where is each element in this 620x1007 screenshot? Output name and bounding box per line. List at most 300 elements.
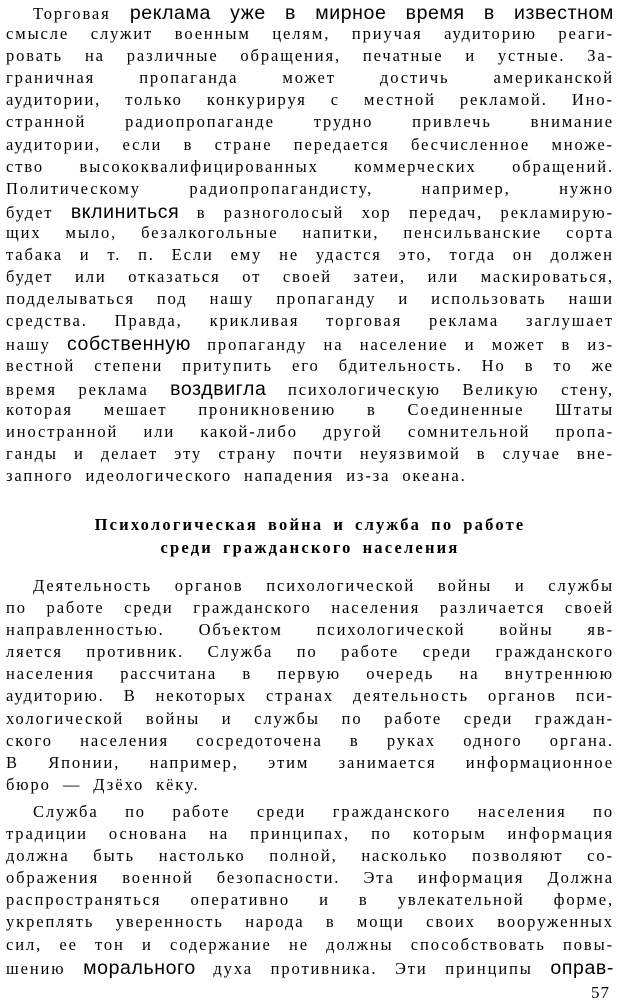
word: время bbox=[405, 2, 465, 24]
word: по bbox=[371, 824, 392, 844]
word: пенсильванские bbox=[403, 222, 543, 242]
text-line bbox=[6, 753, 614, 775]
word: под bbox=[156, 289, 188, 309]
text-line bbox=[6, 709, 614, 731]
word: по bbox=[296, 642, 318, 662]
word: руках bbox=[386, 730, 436, 750]
paragraph-civil-service bbox=[6, 802, 614, 979]
word: службы bbox=[548, 576, 614, 595]
word: военным bbox=[174, 24, 251, 44]
paragraph-advertising bbox=[6, 2, 614, 488]
word: или bbox=[427, 267, 460, 287]
word: крикливая bbox=[209, 311, 300, 331]
word: будет bbox=[6, 202, 54, 222]
heading-word: и bbox=[333, 515, 346, 534]
word: население bbox=[359, 335, 449, 355]
text-line bbox=[6, 90, 614, 112]
word: очередь bbox=[366, 664, 435, 684]
word: народа bbox=[245, 912, 305, 932]
word: и bbox=[398, 289, 410, 309]
word: высококвалифицированных bbox=[79, 156, 319, 176]
word: служит bbox=[90, 24, 154, 44]
text-line bbox=[6, 802, 614, 824]
word: тон bbox=[95, 934, 125, 954]
word: уже bbox=[230, 2, 266, 24]
word: реаги- bbox=[558, 24, 614, 44]
text-line bbox=[6, 824, 614, 846]
word: гражданского bbox=[332, 802, 452, 821]
word: которая bbox=[6, 399, 73, 419]
word: гражданского bbox=[193, 598, 312, 618]
word: работе bbox=[46, 598, 105, 618]
word: радиопропагандисту, bbox=[189, 178, 374, 198]
word: известном bbox=[514, 2, 614, 24]
word: деятельность bbox=[353, 686, 469, 706]
word: работе bbox=[384, 708, 443, 728]
word: военной bbox=[122, 868, 194, 888]
word: например, bbox=[149, 752, 239, 772]
word: удастся bbox=[315, 245, 382, 265]
word: форме, bbox=[553, 890, 614, 910]
word: американской bbox=[493, 68, 614, 88]
word: органов bbox=[174, 576, 244, 595]
word: и bbox=[74, 443, 85, 463]
word: хор bbox=[361, 202, 392, 222]
word: ее bbox=[59, 934, 78, 954]
word: пси- bbox=[575, 686, 614, 706]
word: должна bbox=[6, 846, 70, 866]
word: стране bbox=[214, 134, 273, 154]
text-line bbox=[6, 444, 614, 466]
word: оперативно bbox=[190, 890, 290, 910]
text-line bbox=[6, 422, 614, 444]
word: по bbox=[341, 708, 363, 728]
word: в bbox=[196, 202, 207, 222]
word: ляется bbox=[6, 642, 63, 662]
word: в bbox=[476, 443, 487, 463]
text-line bbox=[6, 642, 614, 664]
word: кёку. bbox=[156, 774, 200, 794]
text-line bbox=[6, 664, 614, 686]
word: основана bbox=[108, 824, 189, 844]
word: принципах, bbox=[250, 824, 351, 844]
word: работе bbox=[172, 802, 231, 821]
word: будет bbox=[6, 267, 54, 287]
text-line bbox=[6, 846, 614, 868]
word: вестной bbox=[6, 355, 76, 375]
word: привлечь bbox=[412, 112, 492, 132]
word: граничная bbox=[6, 68, 96, 88]
word: от bbox=[242, 267, 262, 287]
text-line bbox=[6, 576, 614, 598]
word: маскироваться, bbox=[480, 267, 614, 287]
word: время bbox=[6, 379, 57, 399]
section-heading-line-1 bbox=[0, 515, 620, 535]
word: приучая bbox=[351, 24, 423, 44]
word: бюро bbox=[6, 774, 51, 794]
word: в bbox=[349, 730, 360, 750]
word: вооруженных bbox=[497, 912, 614, 932]
word: среди bbox=[256, 802, 307, 821]
heading-word: Психологическая bbox=[94, 515, 259, 534]
text-line bbox=[6, 2, 614, 24]
text-line bbox=[6, 24, 614, 46]
word: среди bbox=[422, 642, 473, 662]
word: притупить bbox=[182, 355, 273, 375]
word: по bbox=[593, 802, 614, 821]
word: Деятельность bbox=[33, 576, 153, 595]
word: одного bbox=[463, 730, 523, 750]
word: Ино- bbox=[571, 90, 614, 110]
word: на bbox=[459, 664, 480, 684]
word: он bbox=[512, 245, 534, 265]
word: хологической bbox=[6, 708, 125, 728]
text-line bbox=[6, 289, 614, 311]
word: первую bbox=[277, 664, 341, 684]
word: его bbox=[292, 355, 320, 375]
word: нашу bbox=[209, 289, 255, 309]
text-line bbox=[6, 890, 614, 912]
word: шению bbox=[6, 958, 66, 978]
word: из-за bbox=[346, 465, 391, 485]
word: из- bbox=[587, 335, 614, 355]
word: психологической bbox=[316, 620, 466, 640]
word: должен bbox=[550, 245, 614, 265]
word: щих bbox=[6, 222, 42, 242]
word: Эти bbox=[394, 958, 428, 978]
word: граждан- bbox=[535, 708, 614, 728]
word: только bbox=[125, 90, 183, 110]
word: странах bbox=[266, 686, 335, 706]
word: почти bbox=[293, 443, 344, 463]
word: принципы bbox=[445, 958, 533, 978]
word: Политическому bbox=[6, 178, 141, 198]
text-line bbox=[6, 223, 614, 245]
word: сомнительной bbox=[407, 421, 531, 441]
text-line bbox=[6, 311, 614, 333]
word: то bbox=[553, 355, 573, 375]
word: обращения, bbox=[240, 46, 342, 66]
word: своей bbox=[282, 267, 333, 287]
word: торговая bbox=[326, 311, 403, 331]
word: вклиниться bbox=[70, 200, 180, 223]
word: наши bbox=[568, 289, 614, 309]
word: делает bbox=[100, 443, 159, 463]
word: нужно bbox=[559, 178, 614, 198]
word: в bbox=[183, 134, 194, 154]
word: передач, bbox=[408, 202, 484, 222]
word: этим bbox=[268, 752, 310, 772]
word: и bbox=[142, 934, 153, 954]
word: бесчисленное bbox=[410, 134, 531, 154]
word: органов bbox=[488, 686, 557, 706]
word: В bbox=[6, 752, 19, 772]
word: увлекательной bbox=[397, 890, 525, 910]
heading-word: гражданского bbox=[222, 538, 353, 557]
word: аудитории, bbox=[6, 90, 102, 110]
text-line bbox=[6, 46, 614, 68]
word: с bbox=[330, 90, 340, 110]
text-line bbox=[6, 868, 614, 890]
word: Но bbox=[481, 355, 506, 375]
word: со- bbox=[587, 846, 614, 866]
word: содержание bbox=[169, 934, 272, 954]
text-line bbox=[6, 686, 614, 708]
word: иностранной bbox=[6, 421, 119, 441]
word: трудно bbox=[313, 112, 374, 132]
word: т. bbox=[107, 245, 122, 265]
word: информация bbox=[417, 868, 525, 888]
word: В bbox=[123, 686, 137, 706]
word: использовать bbox=[431, 289, 547, 309]
word: в bbox=[483, 2, 495, 24]
word: это, bbox=[398, 245, 433, 265]
word: Великую bbox=[462, 379, 540, 399]
word: эту bbox=[174, 443, 203, 463]
word: Штаты bbox=[555, 399, 614, 419]
word: смысле bbox=[6, 24, 70, 44]
word: Объектом bbox=[198, 620, 283, 640]
word: и bbox=[465, 46, 477, 66]
heading-word: служба bbox=[355, 515, 422, 534]
word: рассчитана bbox=[120, 664, 218, 684]
word: — bbox=[62, 774, 82, 794]
word: на bbox=[209, 824, 230, 844]
word: океана. bbox=[402, 465, 467, 485]
word: рекламирую- bbox=[500, 202, 614, 222]
text-line bbox=[6, 378, 614, 400]
word: конкурируя bbox=[206, 90, 307, 110]
word: бдительность. bbox=[338, 355, 463, 375]
word: яв- bbox=[587, 620, 614, 640]
word: или bbox=[143, 421, 176, 441]
word: пропаганду bbox=[276, 289, 377, 309]
word: запного bbox=[6, 465, 74, 485]
word: же bbox=[591, 355, 614, 375]
text-line bbox=[6, 598, 614, 620]
word: ство bbox=[6, 156, 45, 176]
word: сорта bbox=[566, 222, 614, 242]
word: информация bbox=[507, 824, 614, 844]
word: может bbox=[282, 68, 336, 88]
word: способствовать bbox=[410, 934, 546, 954]
heading-word: среди bbox=[160, 538, 213, 557]
word: безопасности. bbox=[216, 868, 341, 888]
word: аудиторию. bbox=[6, 686, 105, 706]
word: повы- bbox=[563, 934, 614, 954]
word: проникновению bbox=[198, 399, 337, 419]
text-line bbox=[6, 135, 614, 157]
word: отказаться bbox=[128, 267, 221, 287]
heading-word: работе bbox=[463, 515, 526, 534]
word: нашу bbox=[6, 335, 51, 355]
word: печатные bbox=[362, 46, 444, 66]
word: не bbox=[288, 934, 309, 954]
word: насколько bbox=[361, 846, 449, 866]
word: если bbox=[122, 134, 163, 154]
text-line bbox=[6, 957, 614, 979]
word: органа. bbox=[549, 730, 614, 750]
word: среди bbox=[124, 598, 174, 618]
word: войны bbox=[499, 620, 554, 640]
word: настолько bbox=[158, 846, 246, 866]
word: по bbox=[6, 598, 27, 618]
word: собственную bbox=[66, 333, 191, 356]
word: ображения bbox=[6, 868, 100, 888]
text-line bbox=[6, 775, 614, 797]
word: ровать bbox=[6, 46, 64, 66]
text-line bbox=[6, 935, 614, 957]
word: Если bbox=[171, 245, 214, 265]
word: полной, bbox=[269, 846, 338, 866]
word: мыло, bbox=[65, 222, 118, 242]
word: Служба bbox=[33, 802, 99, 821]
text-line bbox=[6, 731, 614, 753]
word: аудитории, bbox=[6, 134, 102, 154]
word: направленностью. bbox=[6, 620, 165, 640]
word: передается bbox=[293, 134, 390, 154]
word: сил, bbox=[6, 934, 43, 954]
word: гражданского bbox=[495, 642, 614, 662]
word: информационное bbox=[465, 752, 614, 772]
word: уверенность bbox=[115, 912, 224, 932]
word: подделываться bbox=[6, 289, 135, 309]
text-line bbox=[6, 466, 614, 488]
text-line bbox=[6, 333, 614, 355]
word: Соединенные bbox=[407, 399, 525, 419]
word: различные bbox=[126, 46, 219, 66]
text-line bbox=[6, 267, 614, 289]
text-line bbox=[6, 112, 614, 134]
word: войны bbox=[145, 708, 201, 728]
word: войны bbox=[437, 576, 493, 595]
text-line bbox=[6, 201, 614, 223]
word: должны bbox=[326, 934, 394, 954]
heading-word: война bbox=[268, 515, 324, 534]
word: среди bbox=[463, 708, 514, 728]
word: противник. bbox=[86, 642, 185, 662]
word: противника. bbox=[270, 958, 378, 978]
word: пропаганда bbox=[139, 68, 239, 88]
word: морального bbox=[83, 956, 196, 979]
word: пропа- bbox=[555, 421, 614, 441]
word: сосредоточена bbox=[196, 730, 323, 750]
word: аудиторию bbox=[444, 24, 537, 44]
word: средства. bbox=[6, 311, 88, 331]
word: напитки, bbox=[302, 222, 380, 242]
word: безалкогольные bbox=[141, 222, 279, 242]
word: на bbox=[84, 46, 105, 66]
word: духа bbox=[213, 958, 253, 978]
text-line bbox=[6, 620, 614, 642]
text-line bbox=[6, 157, 614, 179]
text-line bbox=[6, 400, 614, 422]
word: своей bbox=[564, 598, 614, 618]
word: которым bbox=[412, 824, 487, 844]
word: другой bbox=[323, 421, 383, 441]
word: в bbox=[366, 399, 377, 419]
word: населения bbox=[331, 598, 421, 618]
word: реклама bbox=[129, 2, 211, 24]
word: заглушает bbox=[526, 311, 614, 331]
word: и bbox=[514, 576, 526, 595]
word: или bbox=[75, 267, 107, 287]
word: мощи bbox=[356, 912, 405, 932]
word: работе bbox=[341, 642, 400, 662]
word: укреплять bbox=[6, 912, 95, 932]
word: странной bbox=[6, 112, 87, 132]
word: населения bbox=[80, 730, 170, 750]
word: обращений. bbox=[512, 156, 614, 176]
word: Эта bbox=[363, 868, 395, 888]
word: внутреннюю bbox=[504, 664, 614, 684]
word: Служба bbox=[207, 642, 274, 662]
word: некоторых bbox=[155, 686, 247, 706]
word: Правда, bbox=[114, 311, 183, 331]
word: своих bbox=[426, 912, 476, 932]
word: достичь bbox=[379, 68, 450, 88]
word: Дзёхо bbox=[93, 774, 145, 794]
word: оправ- bbox=[550, 956, 614, 979]
word: и bbox=[319, 890, 330, 910]
word: ганды bbox=[6, 443, 58, 463]
word: реклама bbox=[78, 379, 149, 399]
page-number: 57 bbox=[591, 983, 610, 1002]
word: радиопропаганде bbox=[125, 112, 275, 132]
section-heading-line-2 bbox=[0, 538, 620, 558]
word: табака bbox=[6, 245, 63, 265]
word: не bbox=[279, 245, 300, 265]
text-line bbox=[6, 356, 614, 378]
word: в bbox=[561, 335, 572, 355]
word: Японии, bbox=[48, 752, 121, 772]
word: позволяют bbox=[471, 846, 564, 866]
word: населения bbox=[477, 802, 567, 821]
word: тогда bbox=[449, 245, 496, 265]
text-line bbox=[6, 912, 614, 934]
word: стену, bbox=[561, 379, 614, 399]
heading-word: населения bbox=[362, 538, 460, 557]
word: Должна bbox=[547, 868, 614, 888]
heading-word: по bbox=[431, 515, 454, 534]
word: идеологического bbox=[85, 465, 233, 485]
word: п. bbox=[138, 245, 155, 265]
word: целям, bbox=[272, 24, 331, 44]
word: множе- bbox=[551, 134, 614, 154]
paragraph-activities bbox=[6, 576, 614, 797]
word: и bbox=[79, 245, 91, 265]
word: в bbox=[285, 2, 297, 24]
word: в bbox=[358, 890, 369, 910]
word: воздвигла bbox=[170, 377, 267, 400]
word: ему bbox=[230, 245, 263, 265]
word: страну bbox=[218, 443, 278, 463]
word: на bbox=[323, 335, 344, 355]
word: по bbox=[125, 802, 146, 821]
word: мешает bbox=[103, 399, 168, 419]
word: разноголосый bbox=[223, 202, 345, 222]
word: в bbox=[325, 912, 336, 932]
word: какой-либо bbox=[200, 421, 298, 441]
word: затеи, bbox=[353, 267, 406, 287]
word: психологическую bbox=[287, 379, 441, 399]
word: в bbox=[242, 664, 253, 684]
word: распространяться bbox=[6, 890, 162, 910]
word: вне- bbox=[576, 443, 614, 463]
word: мирное bbox=[315, 2, 387, 24]
word: рекламой. bbox=[459, 90, 548, 110]
word: занимается bbox=[338, 752, 437, 772]
